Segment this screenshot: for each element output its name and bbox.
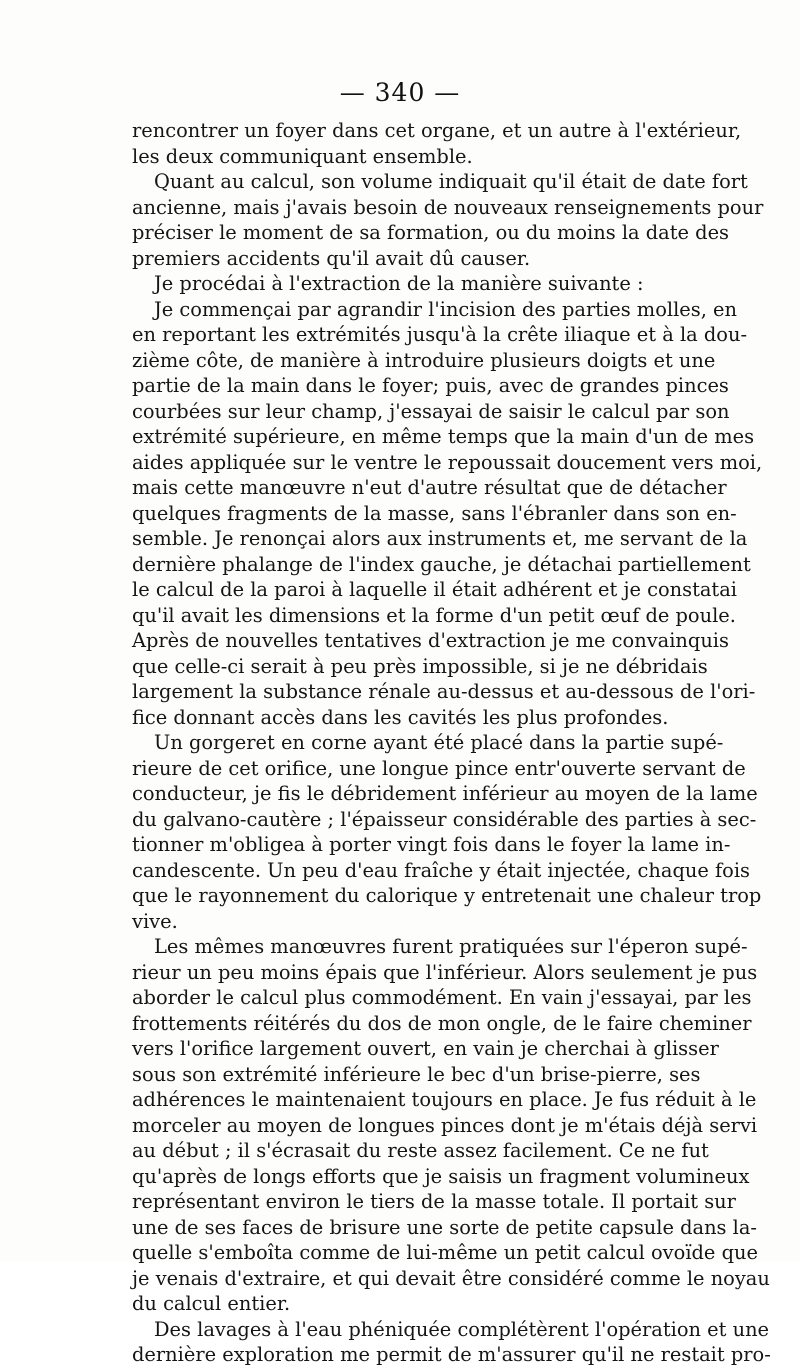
text-line: aides appliquée sur le ventre le repoussait doucement vers moi, [132,450,763,474]
text-line: Je procédai à l'extraction de la manière suivante : [154,272,644,295]
text-line: dernière exploration me permit de m'assurer qu'il ne restait pro- [132,1343,771,1366]
text-line: vers l'orifice largement ouvert, en vain je cherchai à glisser [132,1037,719,1060]
text-line: quelques fragments de la masse, sans l'ébranler dans son en- [132,501,737,525]
text-line: quelle s'emboîta comme de lui-même un petit calcul ovoïde que [132,1241,758,1264]
text-line: semble. Je renonçai alors aux instruments et, me servant de la [132,527,748,550]
text-line: Les mêmes manœuvres furent pratiquées sur l'éperon supé- [154,935,748,958]
text-line: aborder le calcul plus commodément. En vain j'essayai, par les [132,986,752,1009]
text-line: du calcul entier. [132,1292,291,1315]
text-line: je venais d'extraire, et qui devait être considéré comme le noyau [132,1266,770,1290]
text-line: Un gorgeret en corne ayant été placé dans la partie supé- [154,731,724,754]
text-line: fice donnant accès dans les cavités les plus profondes. [132,705,669,729]
text-line: premiers accidents qu'il avait dû causer. [132,246,531,270]
text-line: qu'il avait les dimensions et la forme d'un petit œuf de poule. [132,603,736,627]
text-line: les deux communiquant ensemble. [132,144,473,168]
text-line: au début ; il s'écrasait du reste assez facilement. Ce ne fut [132,1139,709,1162]
text-line: que le rayonnement du calorique y entretenait une chaleur trop [132,884,762,907]
text-line: largement la substance rénale au-dessus et au-dessous de l'ori- [132,680,756,703]
text-line: candescente. Un peu d'eau fraîche y était injectée, chaque fois [132,858,750,882]
text-line: partie de la main dans le foyer; puis, avec de grandes pinces [132,374,729,397]
text-line: morceler au moyen de longues pinces dont je m'étais déjà servi [132,1113,758,1137]
text-line: mais cette manœuvre n'eut d'autre résultat que de détacher [132,476,727,499]
text-line: courbées sur leur champ, j'essayai de saisir le calcul par son [132,399,730,423]
text-line: qu'après de longs efforts que je saisis un fragment volumineux [132,1164,750,1188]
text-line: rieure de cet orifice, une longue pince entr'ouverte servant de [132,756,746,780]
text-line: adhérences le maintenaient toujours en place. Je fus réduit à le [132,1088,757,1111]
text-line: Je commençai par agrandir l'incision des parties molles, en [154,297,737,321]
text-line: extrémité supérieure, en même temps que la main d'un de mes [132,425,755,448]
text-line: une de ses faces de brisure une sorte de petite capsule dans la- [132,1215,757,1239]
text-line: que celle-ci serait à peu près impossible, si je ne débridais [132,654,708,678]
text-line: du galvano-cautère ; l'épaisseur considérable des parties à sec- [132,807,757,831]
page-number: — 340 — [339,78,461,107]
text-line: sous son extrémité inférieure le bec d'un brise-pierre, ses [132,1062,701,1086]
text-line: rencontrer un foyer dans cet organe, et un autre à l'extérieur, [132,119,742,142]
text-line: en reportant les extrémités jusqu'à la crête iliaque et à la dou- [132,323,748,346]
text-line: tionner m'obligea à porter vingt fois dans le foyer la lame in- [132,833,731,856]
text-line: préciser le moment de sa formation, ou du moins la date des [132,221,729,244]
text-line: Quant au calcul, son volume indiquait qu'il était de date fort [154,170,748,193]
text-line: frottements réitérés du dos de mon ongle, de le faire cheminer [132,1011,752,1035]
text-line: Après de nouvelles tentatives d'extraction je me convainquis [132,629,729,652]
text-line: le calcul de la paroi à laquelle il était adhérent et je constatai [132,578,737,601]
body-text [132,118,771,1368]
text-line: dernière phalange de l'index gauche, je détachai partiellement [132,552,751,576]
text-line: représentant environ le tiers de la masse totale. Il portait sur [132,1190,736,1213]
text-line: Des lavages à l'eau phéniquée complétèrent l'opération et une [154,1317,770,1341]
text-line: zième côte, de manière à introduire plusieurs doigts et une [132,348,716,372]
text-line: rieur un peu moins épais que l'inférieur. Alors seulement je pus [132,960,758,984]
text-line: conducteur, je fis le débridement inférieur au moyen de la lame [132,782,758,805]
text-line: ancienne, mais j'avais besoin de nouveaux renseignements pour [132,195,764,219]
text-line: vive. [132,909,178,933]
